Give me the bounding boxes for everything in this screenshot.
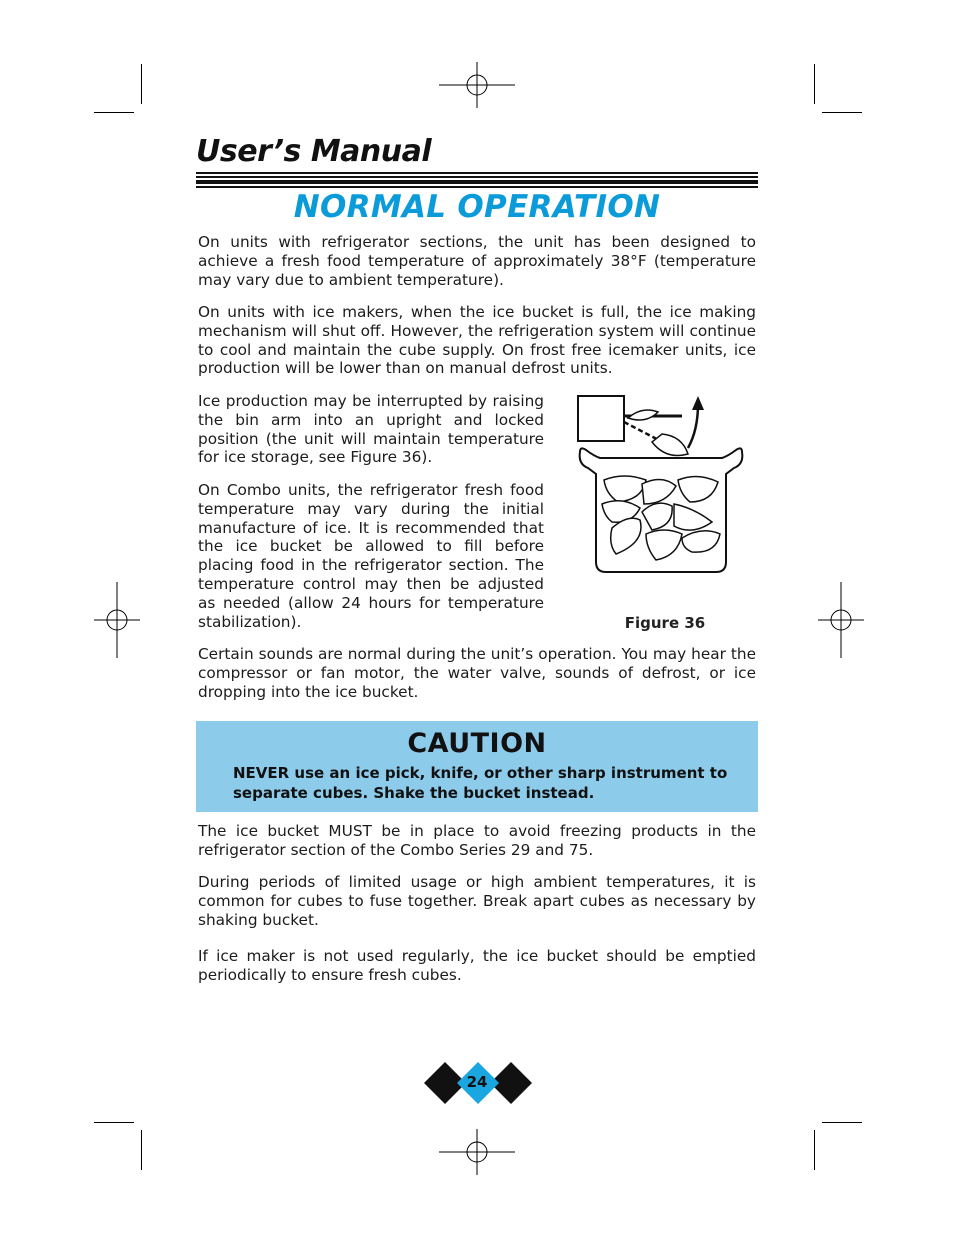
paragraph-normal-sounds: Certain sounds are normal during the unit’s operation. You may hear the compressor or fan motor, the water valve, sounds of defrost, or ice dropping into the ice bucket. (198, 645, 756, 701)
crop-mark (814, 64, 815, 104)
ice-bucket-bin-arm-illustration (566, 388, 756, 578)
registration-mark-icon (818, 582, 864, 658)
caution-text: NEVER use an ice pick, knife, or other sharp instrument to separate cubes. Shake the bucket instead. (233, 764, 728, 802)
crop-mark (822, 1122, 862, 1123)
registration-mark-icon (94, 582, 140, 658)
paragraph-bucket-must-be-in-place: The ice bucket MUST be in place to avoid freezing products in the refrigerator section of the Combo Series 29 and 75. (198, 822, 756, 859)
crop-mark (141, 64, 142, 104)
crop-mark (94, 1122, 134, 1123)
crop-mark (94, 112, 134, 113)
header-rule (196, 172, 758, 188)
paragraph-combo-units: On Combo units, the refrigerator fresh food temperature may vary during the initial manufacture of ice. It is recommended that the ice bucket be allowed to fill before placing food in the refrigerator section. The temperature control may then be adjusted as needed (allow 24 hours for temperature stabilization). (198, 481, 544, 631)
manual-title: User’s Manual (196, 134, 432, 169)
registration-mark-icon (439, 1129, 515, 1175)
crop-mark (141, 1130, 142, 1170)
crop-mark (822, 112, 862, 113)
paragraph-ice-bucket-full: On units with ice makers, when the ice bucket is full, the ice making mechanism will shut off. However, the refrigeration system will continue to cool and maintain the cube supply. On frost free icemaker units, ice production will be lower than on manual defrost units. (198, 303, 756, 378)
section-title: NORMAL OPERATION (293, 189, 661, 225)
page-number: 24 (466, 1073, 488, 1091)
crop-mark (814, 1130, 815, 1170)
paragraph-cubes-fuse: During periods of limited usage or high ambient temperatures, it is common for cubes to fuse together. Break apart cubes as necessary by shaking bucket. (198, 873, 756, 929)
paragraph-refrigerator-temperature: On units with refrigerator sections, the unit has been designed to achieve a fresh food temperature of approximately 38°F (temperature may vary due to ambient temperature). (198, 233, 756, 289)
caution-title: CAUTION (407, 728, 547, 759)
paragraph-bin-arm: Ice production may be interrupted by raising the bin arm into an upright and locked position (the unit will maintain temperature for ice storage, see Figure 36). (198, 392, 544, 467)
registration-mark-icon (439, 62, 515, 108)
paragraph-empty-bucket: If ice maker is not used regularly, the ice bucket should be emptied periodically to ensure fresh cubes. (198, 947, 756, 984)
figure-caption: Figure 36 (624, 614, 706, 632)
